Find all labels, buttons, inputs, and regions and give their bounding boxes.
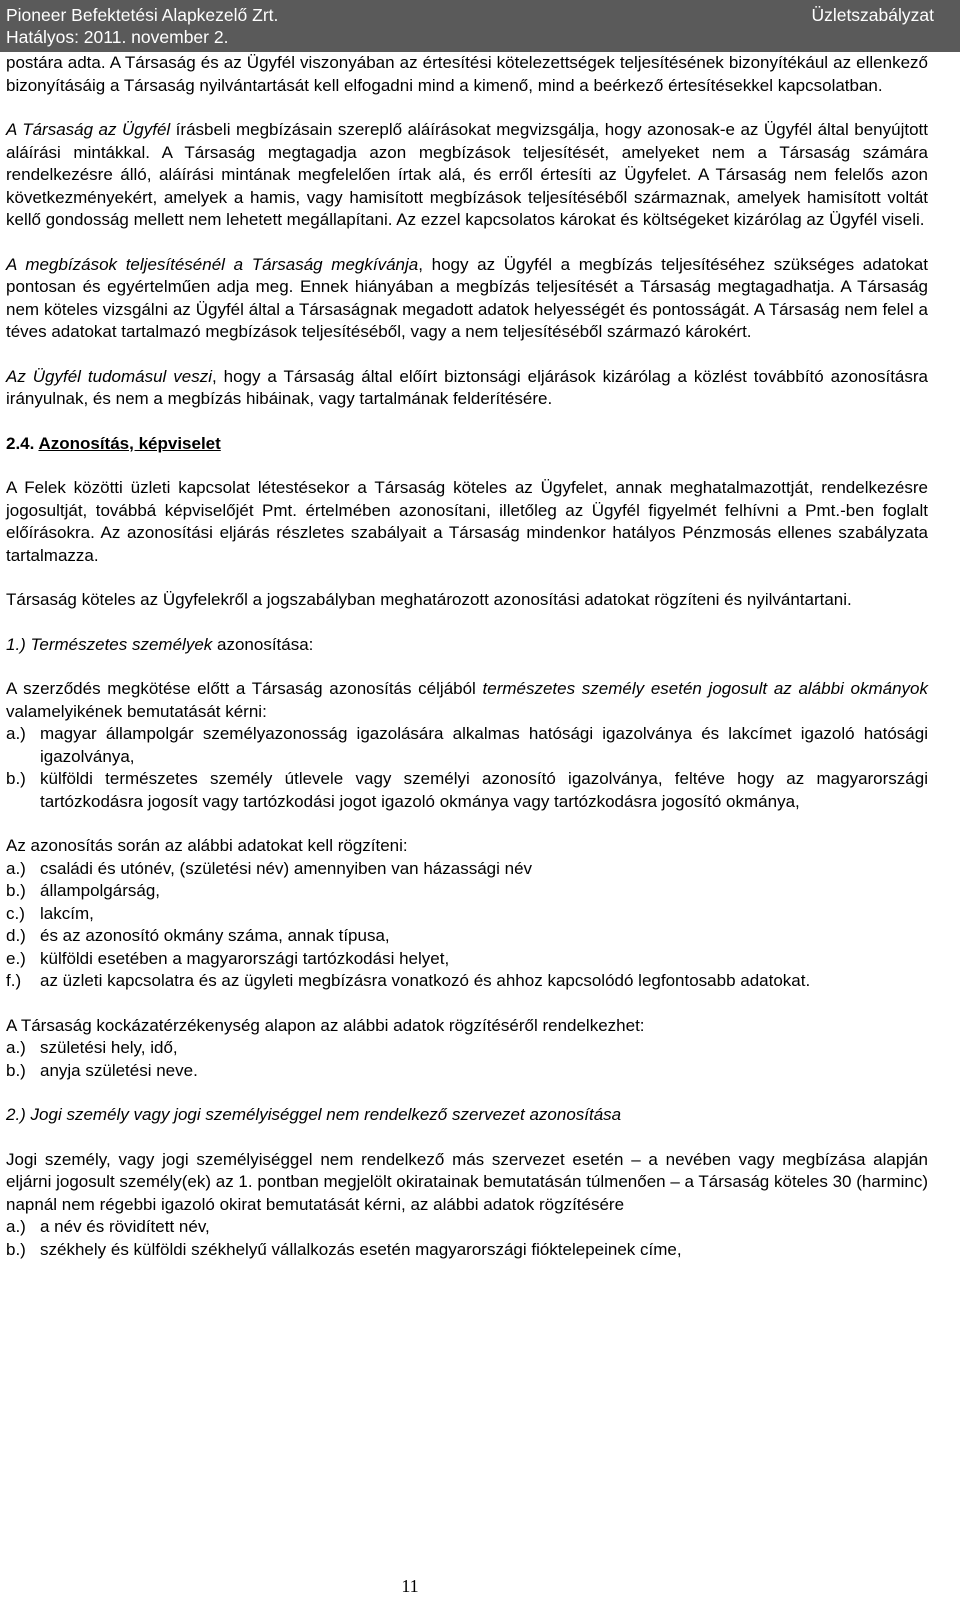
data-list <box>6 858 928 993</box>
list-item <box>6 925 928 948</box>
list-text: születési hely, idő, <box>40 1038 178 1057</box>
paragraph-order-data <box>6 254 928 344</box>
list-label: b.) <box>6 769 26 788</box>
paragraph-records: Társaság köteles az Ügyfelekről a jogszabályban meghatározott azonosítási adatokat rögzíteni és nyilvántartani. <box>6 590 852 609</box>
list-text: a név és rövidített név, <box>40 1217 210 1236</box>
paragraph-text: A szerződés megkötése előtt a Társaság azonosítás céljából <box>6 679 483 698</box>
list-text: és az azonosító okmány száma, annak típusa, <box>40 926 390 945</box>
list-item <box>6 723 928 768</box>
subheading-natural-persons <box>6 634 928 657</box>
list-label: e.) <box>6 948 26 968</box>
list-label: a.) <box>6 724 26 743</box>
list-label: b.) <box>6 1060 26 1080</box>
list-text: székhely és külföldi székhelyű vállalkozás esetén magyarországi fióktelepeinek címe, <box>40 1239 682 1259</box>
document-body <box>6 52 928 1261</box>
subheading-legal-persons <box>6 1104 928 1127</box>
list-text: anyja születési neve. <box>40 1060 198 1080</box>
paragraph-text: valamelyikének bemutatását kérni: <box>6 701 267 721</box>
paragraph-risk-intro: A Társaság kockázatérzékenység alapon az alábbi adatok rögzítéséről rendelkezhet: <box>6 1015 645 1035</box>
page-number: 11 <box>401 1576 419 1596</box>
list-text: magyar állampolgár személyazonosság igazolására alkalmas hatósági igazolványa és lakcímet igazoló hatósági igazolványa, <box>40 724 928 766</box>
list-item <box>6 1239 928 1262</box>
section-number: 2.4. <box>6 433 35 453</box>
subheading-rest: azonosítása: <box>212 634 314 654</box>
italic-lead: Az Ügyfél tudomásul veszi <box>6 366 212 386</box>
italic-lead: A Társaság az Ügyfél <box>6 120 171 139</box>
list-item <box>6 1037 928 1060</box>
list-label: a.) <box>6 1217 26 1236</box>
list-text: családi és utónév, (születési név) amennyiben van házassági név <box>40 858 533 878</box>
list-label: d.) <box>6 926 26 945</box>
list-label: b.) <box>6 881 26 900</box>
list-text: az üzleti kapcsolatra és az ügyleti megbízásra vonatkozó és ahhoz kapcsolódó legfontosabb adatokat. <box>40 971 811 990</box>
list-item <box>6 1060 928 1083</box>
list-item <box>6 768 928 813</box>
paragraph-signature-check <box>6 119 928 232</box>
paragraph-text: , hogy az Ügyfél a megbízás teljesítéséhez szükséges adatokat pontosan és egyértelműen adja meg. Ennek hiányában a megbízás teljesítését a Társaság megtagadhatja. A Társaság nem köteles vizsgálni az Ügyfél által a Társaságnak megadott adatok helyességét és pontosságát. A Társaság nem felel a téves adatokat tartalmazó megbízások teljesítéséből, vagy a nem teljesítéséből származó károkért. <box>6 254 928 341</box>
list-label: f.) <box>6 971 22 990</box>
subheading-italic: 2.) Jogi személy vagy jogi személyiséggel nem rendelkező szervezet azonosítása <box>6 1105 622 1124</box>
paragraph-notification-proof: postára adta. A Társaság és az Ügyfél viszonyában az értesítési kötelezettségek teljesítésének bizonyítékául az ellenkező bizonyításáig a Társaság nyilvántartását kell elfogadni mind a kimenő, mind a beérkező értesítésekkel kapcsolatban. <box>6 53 928 95</box>
list-item <box>6 970 928 993</box>
header-document-title: Üzletszabályzat <box>811 5 934 25</box>
paragraph-documents-intro <box>6 678 928 723</box>
org-list <box>6 1216 928 1261</box>
paragraph-identification: A Felek közötti üzleti kapcsolat létestésekor a Társaság köteles az Ügyfelet, annak meghatalmazottját, rendelkezésre jogosultját, továbbá képviselőjét Pmt. értelmében azonosítani, illetőleg az Ügyfél figyelmét felhívni a Pmt.-ben foglalt előírásokra. Az azonosítási eljárás részletes szabályait a Társaság mindenkor hatályos Pénzmosás ellenes szabályzata tartalmazza. <box>6 478 928 565</box>
italic-lead: A megbízások teljesítésénél a Társaság megkívánja <box>6 254 419 274</box>
paragraph-data-intro: Az azonosítás során az alábbi adatokat kell rögzíteni: <box>6 836 408 855</box>
risk-list <box>6 1037 928 1082</box>
italic-phrase: természetes személy esetén jogosult az alábbi okmányok <box>482 679 928 698</box>
documents-list <box>6 723 928 813</box>
paragraph-security-procedures <box>6 366 928 411</box>
list-item <box>6 903 928 926</box>
list-item <box>6 948 928 971</box>
header-effective-date: Hatályos: 2011. november 2. <box>6 27 229 47</box>
section-title: Azonosítás, képviselet <box>38 433 221 453</box>
list-item <box>6 858 928 881</box>
list-item <box>6 1216 928 1239</box>
list-item <box>6 880 928 903</box>
list-text: lakcím, <box>40 903 94 923</box>
list-label: c.) <box>6 903 25 923</box>
list-label: a.) <box>6 1038 26 1057</box>
page-header <box>0 0 960 52</box>
list-text: állampolgárság, <box>40 881 161 900</box>
header-company: Pioneer Befektetési Alapkezelő Zrt. <box>6 5 279 25</box>
list-label: a.) <box>6 858 26 878</box>
section-heading <box>6 433 928 456</box>
list-text: külföldi esetében a magyarországi tartózkodási helyet, <box>40 948 450 968</box>
list-text: külföldi természetes személy útlevele vagy személyi azonosító igazolványa, feltéve hogy az magyarországi tartózkodásra jogosít vagy tartózkodási jogot igazoló okmánya vagy tartózkodásra jogosító okmánya, <box>40 769 928 811</box>
paragraph-text: , hogy a Társaság által előírt biztonsági eljárások kizárólag a közlést továbbító azonosításra irányulnak, és nem a megbízás hibáinak, vagy tartalmának felderítésére. <box>6 366 928 408</box>
paragraph-text: írásbeli megbízásain szereplő aláírásokat megvizsgálja, hogy azonosak-e az Ügyfél által benyújtott aláírási mintákkal. A Társaság megtagadja azon megbízások teljesítését, amelyeket nem a Társaság számára rendelkezésre álló, aláírási mintának megfelelően írtak alá, és erről értesíti az Ügyfelet. A Társaság nem felelős azon következményekért, amelyek a hamis, vagy hamisított megbízások teljesítéséből származnak, amelyek hamisított voltát kellő gondosság mellett nem lehetett megállapítani. Az ezzel kapcsolatos károkat és költségeket kizárólag az Ügyfél viseli. <box>6 120 928 229</box>
list-label: b.) <box>6 1239 26 1259</box>
subheading-italic: 1.) Természetes személyek <box>6 634 213 654</box>
paragraph-legal-persons: Jogi személy, vagy jogi személyiséggel nem rendelkező más szervezet esetén – a nevében vagy megbízása alapján eljárni jogosult személy(ek) az 1. pontban megjelölt okiratainak bemutatásán túlmenően – a Társaság köteles 30 (harminc) napnál nem régebbi igazoló okirat bemutatását kérni, az alábbi adatok rögzítésére <box>6 1149 928 1214</box>
